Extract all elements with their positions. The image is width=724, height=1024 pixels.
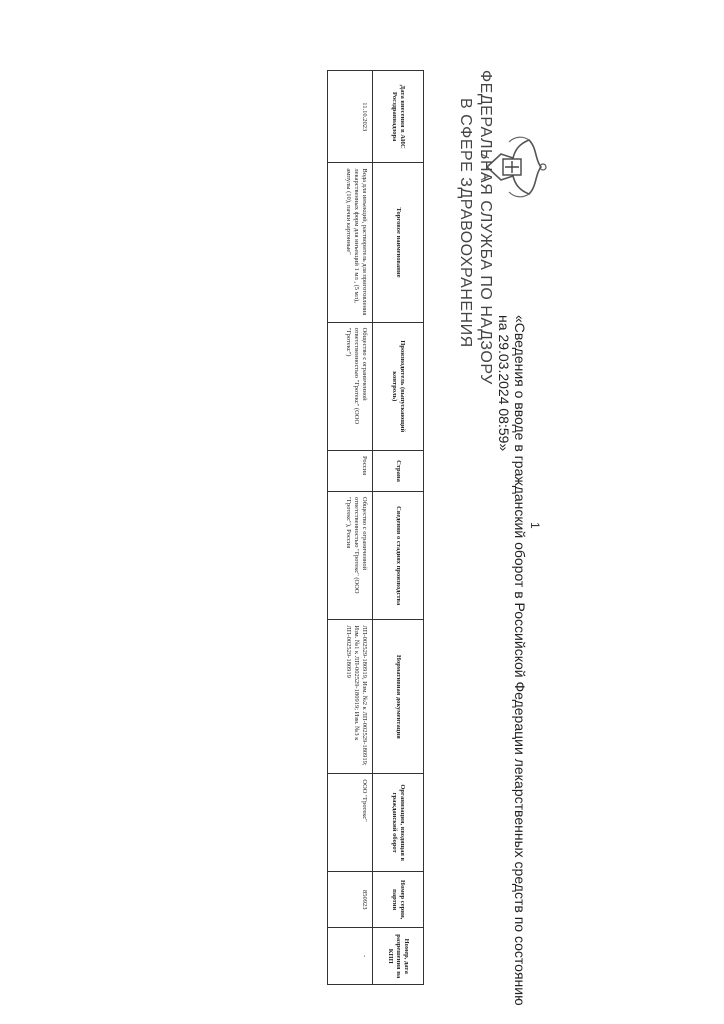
header-permit: Номер, дата разрешения на КПП bbox=[373, 928, 424, 985]
cell-organization: ООО "Гротекс" bbox=[328, 774, 373, 872]
table-row bbox=[328, 71, 373, 985]
header-organization: Организация, вводящая в гражданский оборот bbox=[373, 774, 424, 872]
document-title: «Сведения о вводе в гражданский оборот в Российской Федерации лекарственных средств по состоянию на 29.03.2024 08:59» bbox=[496, 315, 528, 1006]
cell-permit: - bbox=[328, 928, 373, 985]
cell-normative-docs: ЛП-002529-180919, Изм. №2 к ЛП-002529-180919; Изм. №1 к ЛП-002529-180919; Изм. №3 к ЛП-002529-180919 bbox=[328, 620, 373, 774]
cell-manufacturer: Общество с ограниченной ответственностью "Гротекс" (ООО "Гротекс") bbox=[328, 322, 373, 450]
cell-stages: Общество с ограниченной ответственностью "Гротекс" (ООО "Гротекс"), Россия bbox=[328, 492, 373, 620]
cell-trade-name: Вода для инъекций, растворитель для приготовления лекарственных форм для инъекций 1 мл , (5 мл), ампулы (10), пачки картонные" bbox=[328, 163, 373, 322]
cell-date: 11.10.2023 bbox=[328, 71, 373, 163]
header-trade-name: Торговое наименование bbox=[373, 163, 424, 322]
medicines-table bbox=[327, 70, 424, 985]
header-manufacturer: Производитель (выпускающий контроль) bbox=[373, 322, 424, 450]
header-stages: Сведения о стадиях производства bbox=[373, 492, 424, 620]
cell-series: 850923 bbox=[328, 871, 373, 927]
header-country: Страна bbox=[373, 450, 424, 491]
agency-name-line1: ФЕДЕРАЛЬНАЯ СЛУЖБА ПО НАДЗОРУ bbox=[477, 70, 494, 385]
page-number: 1 bbox=[528, 522, 542, 529]
cell-country: Россия bbox=[328, 450, 373, 491]
header-series: Номер серии, партии bbox=[373, 871, 424, 927]
table-header-row bbox=[373, 71, 424, 985]
header-normative-docs: Нормативная документация bbox=[373, 620, 424, 774]
header-date: Дата внесения в АИС Росздравнадзора bbox=[373, 71, 424, 163]
agency-name-line2: В СФЕРЕ ЗДРАВООХРАНЕНИЯ bbox=[457, 98, 474, 348]
